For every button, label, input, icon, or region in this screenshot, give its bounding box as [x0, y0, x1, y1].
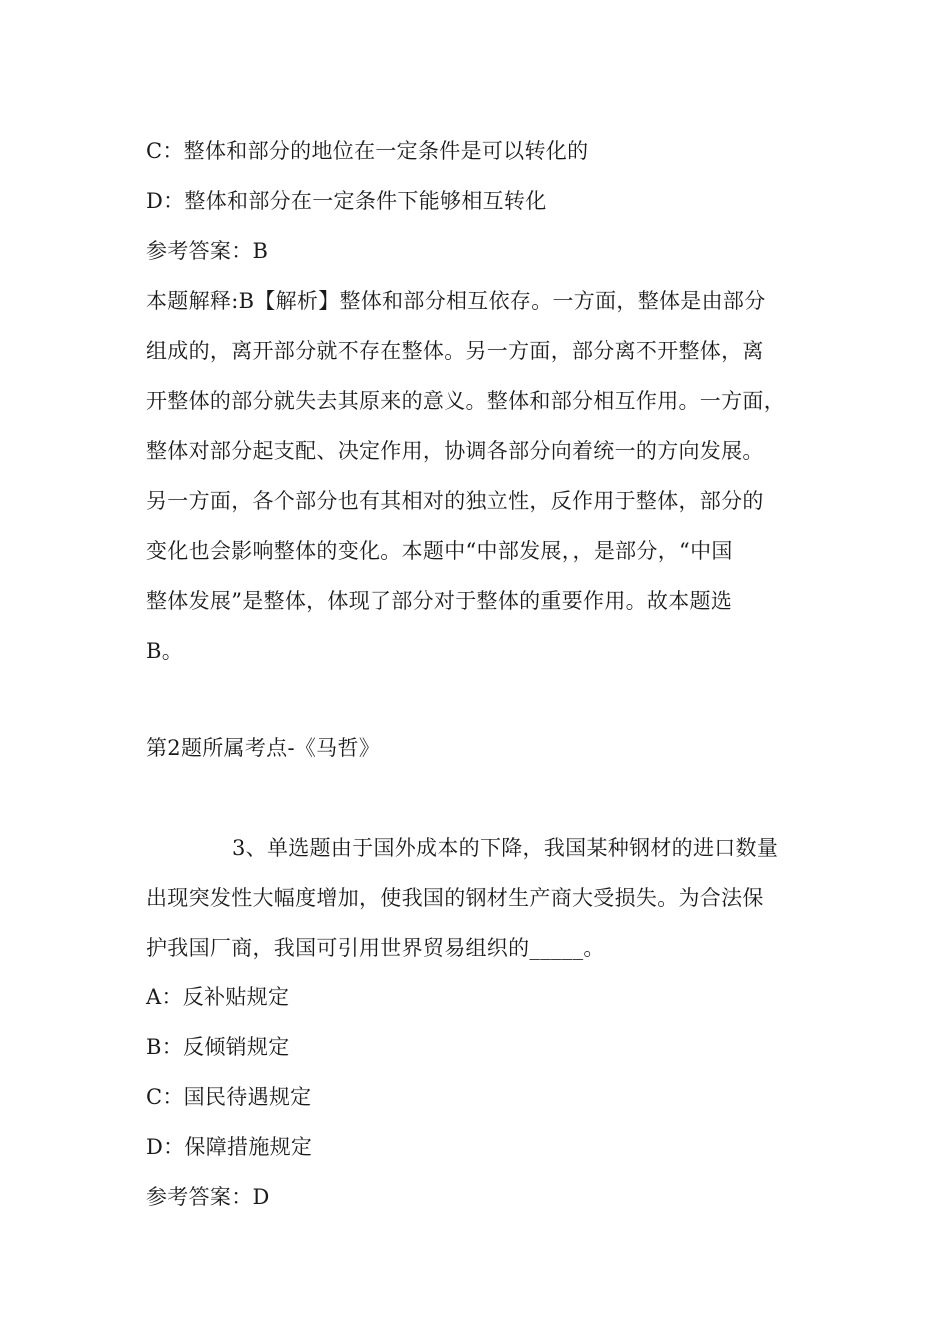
q3-option-a: A：反补贴规定	[146, 985, 290, 1009]
explanation-line: 变化也会影响整体的变化。本题中“中部发展，，是部分，“中国	[146, 539, 733, 563]
q2-option-c: C：整体和部分的地位在一定条件是可以转化的	[146, 139, 589, 163]
q2-topic: 第2题所属考点-《马哲》	[146, 736, 381, 760]
explanation-line: 组成的，离开部分就不存在整体。另一方面，部分离不开整体，离	[146, 339, 764, 363]
explanation-line: 另一方面，各个部分也有其相对的独立性，反作用于整体，部分的	[146, 489, 764, 513]
stem-line: 出现突发性大幅度增加，使我国的钢材生产商大受损失。为合法保	[146, 886, 764, 910]
q2-option-d: D：整体和部分在一定条件下能够相互转化	[146, 189, 547, 213]
q2-answer: 参考答案：B	[146, 239, 269, 263]
stem-line: 3、单选题由于国外成本的下降，我国某种钢材的进口数量	[232, 836, 779, 860]
q3-answer: 参考答案：D	[146, 1185, 270, 1209]
stem-line: 护我国厂商，我国可引用世界贸易组织的_____。	[146, 936, 605, 960]
q2-explanation	[146, 276, 818, 676]
explanation-line: 开整体的部分就失去其原来的意义。整体和部分相互作用。一方面，	[146, 389, 785, 413]
q3-option-d: D：保障措施规定	[146, 1135, 313, 1159]
q3-option-b: B：反倾销规定	[146, 1035, 290, 1059]
explanation-line: 整体对部分起支配、决定作用，协调各部分向着统一的方向发展。	[146, 439, 764, 463]
explanation-line: 整体发展”是整体，体现了部分对于整体的重要作用。故本题选	[146, 589, 733, 613]
explanation-line: B。	[146, 639, 184, 663]
q3-option-c: C：国民待遇规定	[146, 1085, 312, 1109]
explanation-line: 本题解释:B【解析】整体和部分相互依存。一方面，整体是由部分	[146, 289, 766, 313]
q3-stem	[146, 823, 818, 973]
